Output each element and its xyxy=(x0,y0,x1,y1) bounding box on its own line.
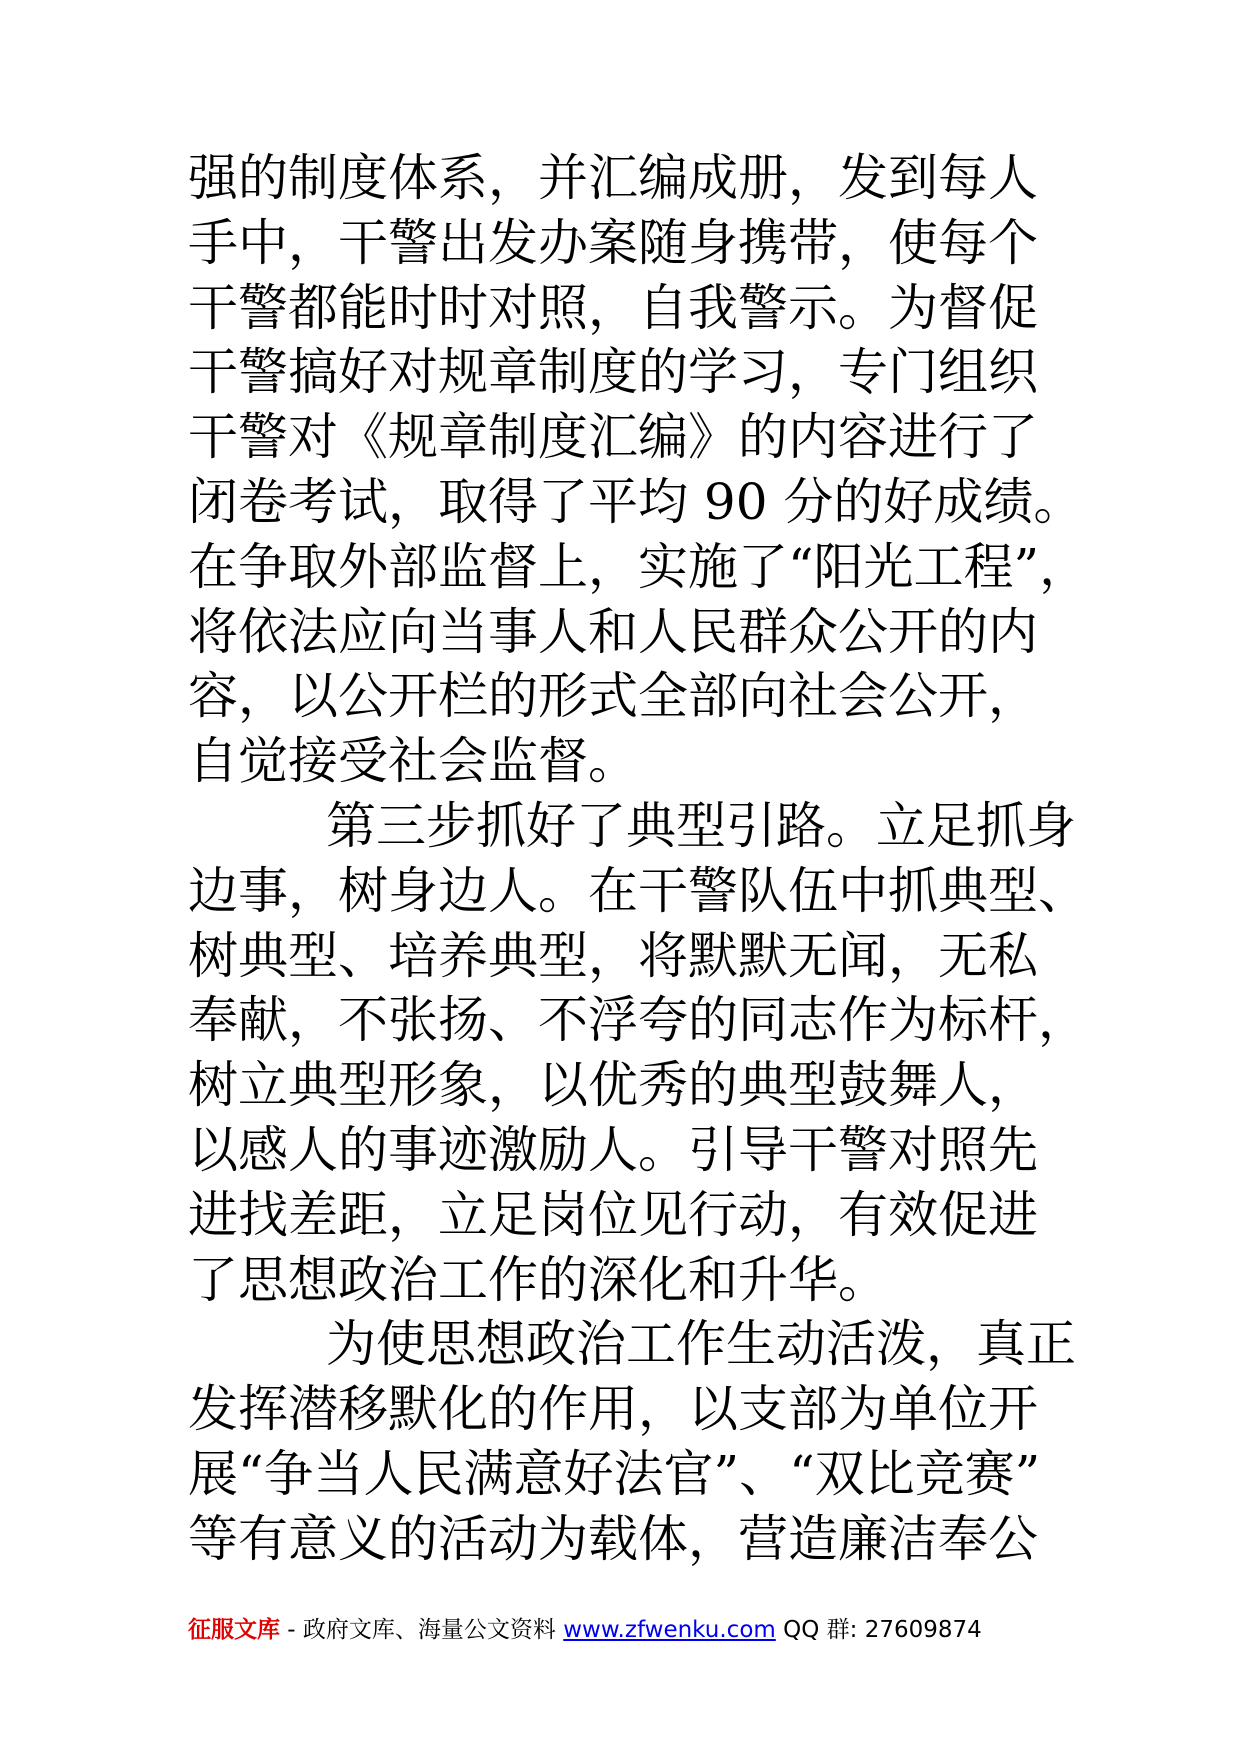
footer-brand: 征服文库 xyxy=(188,1617,280,1643)
text-line: 闭卷考试，取得了平均 90 分的好成绩。 xyxy=(188,472,1084,531)
text-line: 树立典型形象，以优秀的典型鼓舞人， xyxy=(188,1056,1038,1115)
text-line: 干警都能时时对照，自我警示。为督促 xyxy=(188,278,1038,337)
text-line: 发挥潜移默化的作用，以支部为单位开 xyxy=(188,1380,1038,1439)
text-line: 手中，干警出发办案随身携带，使每个 xyxy=(188,213,1038,272)
text-line: 展“争当人民满意好法官”、“双比竞赛” xyxy=(188,1444,1041,1503)
text-line: 干警对《规章制度汇编》的内容进行了 xyxy=(188,408,1038,467)
footer-qq-group: QQ 群: 27609874 xyxy=(783,1617,982,1643)
paragraph-start-line: 第三步抓好了典型引路。立足抓身 xyxy=(326,796,1076,855)
text-line: 以感人的事迹激励人。引导干警对照先 xyxy=(188,1120,1038,1179)
text-line: 树典型、培养典型，将默默无闻，无私 xyxy=(188,926,1038,985)
text-line: 容，以公开栏的形式全部向社会公开， xyxy=(188,667,1038,726)
text-line: 等有意义的活动为载体，营造廉洁奉公 xyxy=(188,1509,1038,1568)
page-footer xyxy=(188,1610,1058,1650)
text-line: 了思想政治工作的深化和升华。 xyxy=(188,1250,888,1309)
text-line: 进找差距，立足岗位见行动，有效促进 xyxy=(188,1185,1038,1244)
footer-separator: - xyxy=(280,1617,303,1643)
document-body xyxy=(188,146,1090,1572)
text-line: 奉献，不张扬、不浮夸的同志作为标杆， xyxy=(188,991,1088,1050)
text-line: 强的制度体系，并汇编成册，发到每人 xyxy=(188,149,1038,207)
footer-website-link[interactable]: www.zfwenku.com xyxy=(563,1617,776,1643)
footer-tagline: 政府文库、海量公文资料 xyxy=(302,1617,556,1643)
text-line: 边事，树身边人。在干警队伍中抓典型、 xyxy=(188,861,1088,920)
text-line: 干警搞好对规章制度的学习，专门组织 xyxy=(188,343,1038,402)
text-line: 在争取外部监督上，实施了“阳光工程”， xyxy=(188,537,1090,596)
paragraph-start-line: 为使思想政治工作生动活泼，真正 xyxy=(326,1315,1076,1374)
text-line: 自觉接受社会监督。 xyxy=(188,732,638,791)
text-line: 将依法应向当事人和人民群众公开的内 xyxy=(188,602,1038,661)
